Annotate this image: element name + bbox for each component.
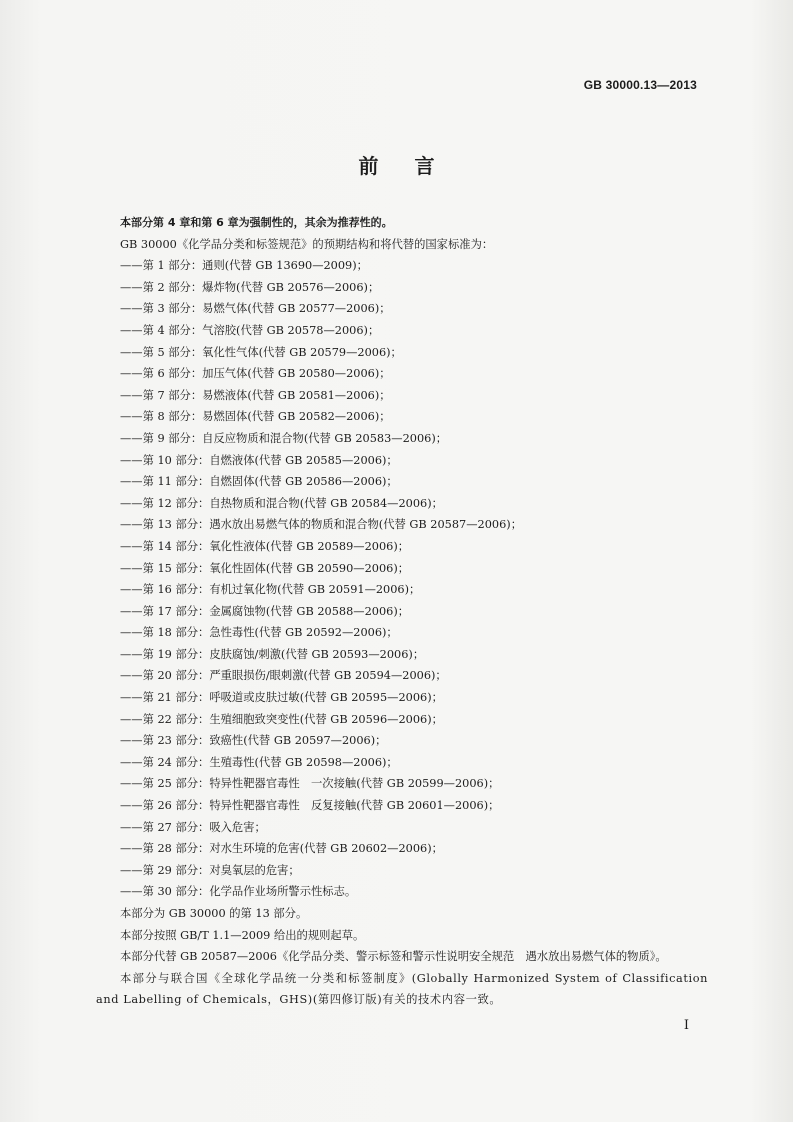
list-item: ——第 30 部分：化学品作业场所警示性标志。 [120, 885, 357, 899]
list-item: ——第 8 部分：易燃固体(代替 GB 20582—2006)； [120, 410, 391, 424]
list-item: ——第 13 部分：遇水放出易燃气体的物质和混合物(代替 GB 20587—2006)； [120, 518, 522, 532]
list-item: ——第 9 部分：自反应物质和混合物(代替 GB 20583—2006)； [120, 431, 448, 445]
replaces-statement: 本部分代替 GB 20587—2006《化学品分类、警示标签和警示性说明安全规范 遇水放出易燃气体的物质》。 [120, 950, 667, 964]
list-item: ——第 5 部分：氧化性气体(代替 GB 20579—2006)； [120, 345, 402, 359]
list-item: ——第 19 部分：皮肤腐蚀/刺激(代替 GB 20593—2006)； [120, 647, 425, 661]
list-item: ——第 20 部分：严重眼损伤/眼刺激(代替 GB 20594—2006)； [120, 669, 447, 683]
list-item: ——第 10 部分：自燃液体(代替 GB 20585—2006)； [120, 453, 398, 467]
page-number: I [683, 1018, 689, 1033]
list-item: ——第 11 部分：自燃固体(代替 GB 20586—2006)； [120, 475, 398, 489]
document-body [96, 212, 708, 1011]
list-item: ——第 25 部分：特异性靶器官毒性 一次接触(代替 GB 20599—2006)； [120, 777, 500, 791]
part-of-statement: 本部分为 GB 30000 的第 13 部分。 [120, 907, 308, 920]
list-item: ——第 23 部分：致癌性(代替 GB 20597—2006)； [120, 734, 387, 748]
mandatory-statement: 本部分第 4 章和第 6 章为强制性的，其余为推荐性的。 [120, 216, 393, 229]
list-item: ——第 3 部分：易燃气体(代替 GB 20577—2006)； [120, 302, 391, 316]
list-item: ——第 6 部分：加压气体(代替 GB 20580—2006)； [120, 367, 391, 381]
structure-intro: GB 30000《化学品分类和标签规范》的预期结构和将代替的国家标准为： [120, 237, 494, 251]
list-item: ——第 29 部分：对臭氧层的危害； [120, 863, 300, 877]
list-item: ——第 15 部分：氧化性固体(代替 GB 20590—2006)； [120, 561, 410, 575]
list-item: ——第 22 部分：生殖细胞致突变性(代替 GB 20596—2006)； [120, 712, 443, 726]
list-item: ——第 12 部分：自热物质和混合物(代替 GB 20584—2006)； [120, 496, 443, 510]
list-item: ——第 17 部分：金属腐蚀物(代替 GB 20588—2006)； [120, 604, 410, 618]
parts-list [96, 255, 708, 903]
list-item: ——第 27 部分：吸入危害； [120, 820, 266, 834]
list-item: ——第 1 部分：通则(代替 GB 13690—2009)； [120, 259, 368, 273]
ghs-statement: 本部分与联合国《全球化学品统一分类和标签制度》(Globally Harmonized System of Classification and Labelling of Chemicals，GHS)(第四修订版)有关的技术内容一致。 [96, 971, 708, 1007]
list-item: ——第 7 部分：易燃液体(代替 GB 20581—2006)； [120, 388, 391, 402]
list-item: ——第 28 部分：对水生环境的危害(代替 GB 20602—2006)； [120, 842, 443, 856]
list-item: ——第 18 部分：急性毒性(代替 GB 20592—2006)； [120, 626, 398, 640]
page-title: 前言 [358, 154, 471, 178]
document-code: GB 30000.13—2013 [583, 78, 697, 92]
list-item: ——第 26 部分：特异性靶器官毒性 反复接触(代替 GB 20601—2006)； [120, 799, 500, 813]
drafting-statement: 本部分按照 GB/T 1.1—2009 给出的规则起草。 [120, 928, 365, 942]
list-item: ——第 2 部分：爆炸物(代替 GB 20576—2006)； [120, 280, 380, 294]
list-item: ——第 24 部分：生殖毒性(代替 GB 20598—2006)； [120, 755, 398, 769]
list-item: ——第 21 部分：呼吸道或皮肤过敏(代替 GB 20595—2006)； [120, 691, 443, 705]
list-item: ——第 14 部分：氧化性液体(代替 GB 20589—2006)； [120, 539, 410, 553]
list-item: ——第 4 部分：气溶胶(代替 GB 20578—2006)； [120, 323, 380, 337]
list-item: ——第 16 部分：有机过氧化物(代替 GB 20591—2006)； [120, 583, 421, 597]
